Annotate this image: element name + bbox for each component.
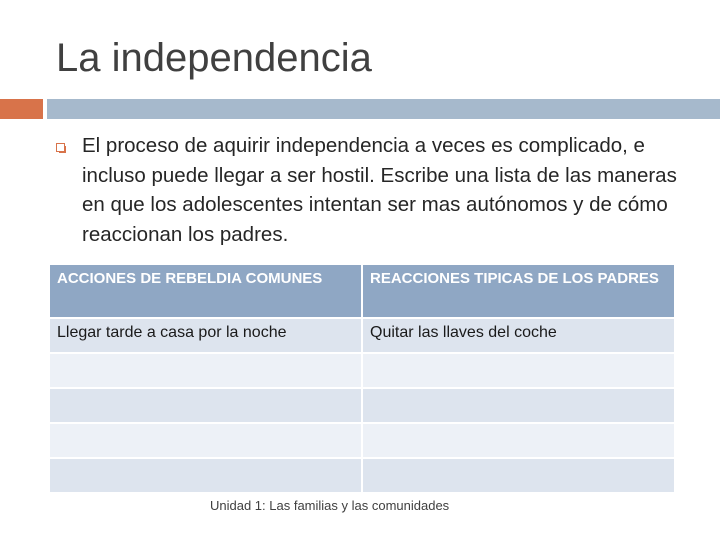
table-cell [362, 388, 675, 423]
slide-title: La independencia [56, 36, 372, 80]
table-cell [49, 423, 362, 458]
table-row [49, 353, 675, 388]
slide-footer: Unidad 1: Las familias y las comunidades [210, 498, 450, 513]
accent-bar-blue [47, 99, 720, 119]
table-cell [362, 353, 675, 388]
table-header-row [49, 264, 675, 318]
table-cell [49, 388, 362, 423]
accent-bar-orange [0, 99, 43, 119]
table-cell [49, 353, 362, 388]
table-cell: Quitar las llaves del coche [362, 318, 675, 353]
data-table [48, 263, 676, 494]
table-row [49, 458, 675, 493]
table-row [49, 388, 675, 423]
table-cell: Llegar tarde a casa por la noche [49, 318, 362, 353]
table-row [49, 318, 675, 353]
header-acciones: ACCIONES DE REBELDIA COMUNES [49, 264, 362, 318]
bullet-text: El proceso de aquirir independencia a veces es complicado, e incluso puede llegar a ser hostil. Escribe una lista de las maneras en que los adolescentes intentan ser mas autónomos y de cómo reaccionan los padres. [82, 134, 677, 246]
table-cell [362, 458, 675, 493]
header-reacciones: REACCIONES TIPICAS DE LOS PADRES [362, 264, 675, 318]
table-row [49, 423, 675, 458]
table-cell [49, 458, 362, 493]
square-bullet-icon [56, 143, 65, 152]
table-cell [362, 423, 675, 458]
